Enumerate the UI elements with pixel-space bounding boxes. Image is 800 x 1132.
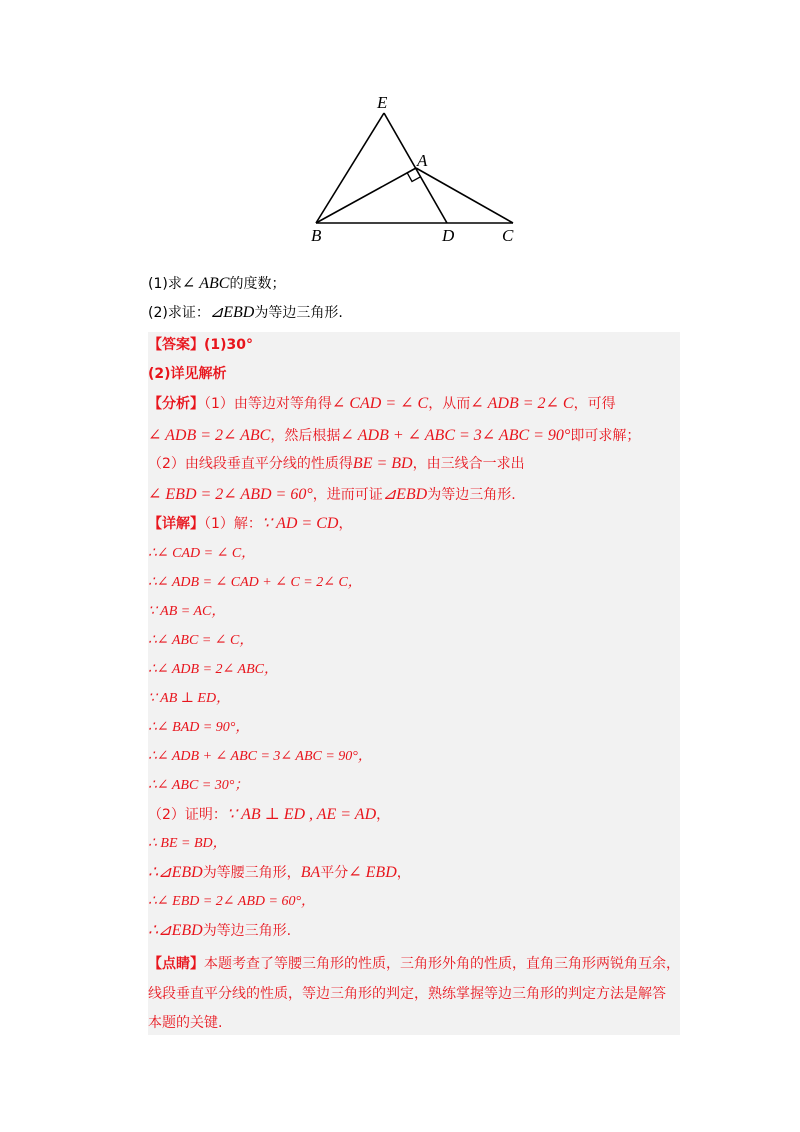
geometry-figure [300,90,540,250]
detail-line-6: ∴∠ ADB = 2∠ ABC， [148,662,278,677]
detail-text: 平分 [320,865,349,881]
q2-math: ⊿EBD [209,304,255,321]
analysis-line-2 [148,425,680,447]
label-B: B [311,226,322,245]
q1-prefix: (1)求 [148,276,182,292]
detail-text: 为等边三角形. [202,923,292,939]
detail-math: ∵ AD = CD [261,515,339,532]
detail-math: BA [300,864,321,881]
analysis-text: ，进而可证 [312,487,383,503]
detail-line-10: ∴∠ ABC = 30°； [148,778,249,793]
detail-line-14: ∴∠ EBD = 2∠ ABD = 60°， [148,894,316,909]
label-C: C [502,226,514,245]
analysis-text: 为等边三角形. [427,487,516,503]
triangle-diagram [300,90,540,250]
detail-math: ∴⊿EBD [148,922,203,939]
detail-text: ， [396,865,411,881]
analysis-text: ，由三线合一求出 [412,456,525,472]
detail-line-8: ∴∠ BAD = 90°， [148,720,250,735]
label-E: E [377,93,388,112]
analysis-math: ∠ CAD = ∠ C [331,395,429,412]
question-1 [148,273,285,295]
analysis-math: ∠ ADB = 2∠ C [470,395,574,412]
analysis-text: （2）由线段垂直平分线的性质得 [148,456,353,472]
detail-text: （1）解： [204,516,262,532]
q2-prefix: (2)求证： [148,305,210,321]
detail-line-13 [148,862,680,884]
analysis-tag: 【分析】 [148,396,204,412]
segment-BA [316,168,416,223]
answer-line-1 [148,334,680,356]
detail-line-7: ∵ AB ⊥ ED， [148,691,231,706]
detail-text: ， [376,807,391,823]
detail-text: ， [338,516,353,532]
analysis-text: 即可求解； [570,428,641,444]
detail-line-15 [148,920,680,942]
answer-line-2: (2)详见解析 [148,366,227,382]
label-A: A [417,151,428,170]
comment-tag: 【点睛】 [148,956,204,972]
detail-text: 为等腰三角形， [202,865,301,881]
analysis-text: （1）由等边对等角得 [204,396,332,412]
analysis-line-4 [148,484,680,506]
detail-line-3: ∴∠ ADB = ∠ CAD + ∠ C = 2∠ C， [148,575,362,590]
answer-tag: 【答案】 [148,337,204,353]
detail-line-1 [148,513,680,535]
analysis-math: ⊿EBD [382,486,428,503]
detail-tag: 【详解】 [148,516,204,532]
answer-1: (1)30° [204,337,254,353]
analysis-text: ，可得 [573,396,616,412]
q1-math: ∠ ABC [181,275,230,292]
analysis-text: ，从而 [428,396,471,412]
comment-line-3: 本题的关键. [148,1015,223,1031]
detail-line-9: ∴∠ ADB + ∠ ABC = 3∠ ABC = 90°， [148,749,372,764]
detail-math: ∴⊿EBD [148,864,203,881]
q2-suffix: 为等边三角形. [254,305,343,321]
detail-line-4: ∵ AB = AC， [148,604,226,619]
question-2 [148,302,343,324]
analysis-line-1 [148,393,680,415]
detail-line-2: ∴∠ CAD = ∠ C， [148,546,256,561]
analysis-math: ∠ ADB = 2∠ ABC [148,427,271,444]
analysis-line-3 [148,453,680,475]
analysis-math: BE = BD [352,455,413,472]
detail-line-12: ∴ BE = BD， [148,836,227,851]
q1-suffix: 的度数； [229,276,286,292]
comment-text: 本题考查了等腰三角形的性质，三角形外角的性质，直角三角形两锐角互余， [204,956,680,972]
detail-line-11 [148,804,680,826]
detail-text: （2）证明： [148,807,227,823]
segment-EB [316,113,384,223]
analysis-math: ∠ ADB + ∠ ABC = 3∠ ABC = 90° [340,427,571,444]
label-D: D [442,226,455,245]
analysis-text: ，然后根据 [270,428,341,444]
comment-line-2: 线段垂直平分线的性质，等边三角形的判定，熟练掌握等边三角形的判定方法是解答 [148,986,666,1002]
detail-math: ∠ EBD [348,864,397,881]
detail-math: ∵ AB ⊥ ED , AE = AD [226,806,377,823]
comment-line-1 [148,953,680,975]
detail-line-5: ∴∠ ABC = ∠ C， [148,633,254,648]
analysis-math: ∠ EBD = 2∠ ABD = 60° [148,486,313,503]
